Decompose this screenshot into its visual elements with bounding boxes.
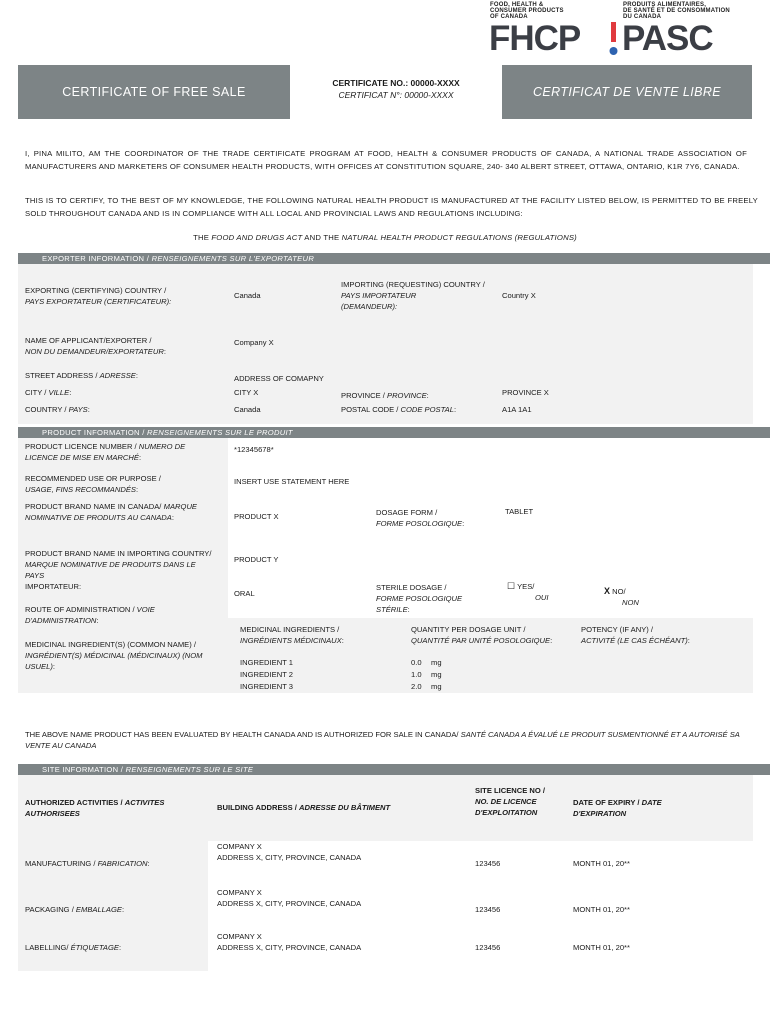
sterile-label-fr: FORME POSOLOGIQUE STÉRILE: [376, 594, 463, 614]
dosage-form-label-colon: :: [462, 519, 465, 528]
postal-value: A1A 1A1: [502, 405, 532, 414]
medicinal-ingredients-label-en: MEDICINAL INGREDIENT(S) (COMMON NAME) /: [25, 640, 197, 649]
sterile-yes-option[interactable]: [507, 581, 557, 603]
site-col-address: [217, 802, 447, 813]
activity-colon: :: [118, 943, 122, 952]
site-row-manufacturing-address: [217, 841, 367, 863]
province-label-fr: PROVINCE: [387, 391, 427, 400]
intro-paragraph-3: [0, 231, 770, 244]
country-value: Canada: [234, 405, 261, 414]
intro-paragraph-1: I, PINA MILITO, AM THE COORDINATOR OF THE TRADE CERTIFICATE PROGRAM AT FOOD, HEALTH & CONSUMER PRODUCTS OF CANADA, A NATIONAL TRADE ASSOCIATION OF MANUFACTURERS AND MARKETERS OF CONSUMER HEALTH PRODUCTS, WITH OFFICES AT CONSTITUTION SQUARE, 240- 340 ALBERT STREET, OTTAWA, ONTARIO, K1R 7Y6, CANADA.: [25, 149, 747, 171]
intro-paragraph-2: THIS IS TO CERTIFY, TO THE BEST OF MY KNOWLEDGE, THE FOLLOWING NATURAL HEALTH PRODUCT IS MANUFACTURED AT THE FACILITY LISTED BELOW, IS PERMITTED TO BE FREELY SOLD THROUGHOUT CANADA AND IS IN COMPLIANCE WITH ALL LOCAL AND PROVINCIAL LAWS AND REGULATIONS INCLUDING:: [25, 196, 758, 218]
street-value: ADDRESS OF COMAPNY: [234, 374, 324, 383]
street-label-fr: ADRESSE: [99, 371, 136, 380]
importing-country-label-fr-2: (DEMANDEUR):: [341, 302, 398, 311]
sterile-label-colon: :: [407, 605, 410, 614]
province-label: [341, 390, 429, 401]
col-quantity-en: QUANTITY PER DOSAGE UNIT /: [411, 625, 526, 634]
exporter-bar-english: EXPORTER INFORMATION /: [42, 254, 152, 263]
ingredient-qty: 0.0: [411, 658, 422, 667]
exporting-country-value: Canada: [234, 291, 261, 300]
org-name-english: FOOD, HEALTH & CONSUMER PRODUCTS OF CANADA: [490, 2, 564, 20]
address-line-1: COMPANY X: [217, 842, 262, 851]
city-label-en: CITY /: [25, 388, 49, 397]
brand-canada-value: PRODUCT X: [234, 512, 279, 521]
address-line-1: COMPANY X: [217, 888, 262, 897]
col-quantity-colon: :: [550, 636, 553, 645]
licence-label-colon: :: [138, 453, 142, 462]
route-label: [25, 604, 215, 626]
brand-importing-label-fr: MARQUE NOMINATIVE DE PRODUITS DANS LE PAYS: [25, 560, 196, 580]
site-col-activities: [25, 797, 205, 819]
route-value: ORAL: [234, 589, 255, 598]
postal-label-en: POSTAL CODE /: [341, 405, 401, 414]
col-header-potency: [581, 624, 741, 646]
use-label-en: RECOMMENDED USE OR PURPOSE /: [25, 474, 161, 483]
use-label-fr: USAGE, FINS RECOMMANDÉS: [25, 485, 136, 494]
ingredient-unit: mg: [431, 658, 442, 667]
certificate-number-french: CERTIFICAT N°: 00000-XXXX: [338, 90, 454, 100]
brand-importing-label-en-2: IMPORTATEUR:: [25, 582, 82, 591]
site-row-packaging-expiry: MONTH 01, 20**: [573, 905, 630, 914]
exporter-bar-french: RENSEIGNEMENTS SUR L'EXPORTATEUR: [151, 254, 315, 263]
evaluation-statement: [25, 729, 750, 751]
site-row-labelling-licence: 123456: [475, 943, 501, 952]
col-ingredients-colon: :: [341, 636, 344, 645]
col-quantity-fr: QUANTITÉ PAR UNITÉ POSOLOGIQUE: [411, 636, 551, 645]
ingredient-unit: mg: [431, 682, 442, 691]
site-col-expiry-en: DATE OF EXPIRY /: [573, 798, 642, 807]
dosage-form-label: [376, 507, 496, 529]
no-label-fr: NON: [622, 598, 639, 607]
importing-country-value: Country X: [502, 291, 536, 300]
certificate-number-english: CERTIFICATE NO.: 00000-XXXX: [332, 78, 460, 88]
p3-text-c: AND THE: [302, 233, 342, 242]
postal-label: [341, 404, 456, 415]
medicinal-ingredients-label-colon: :: [52, 662, 55, 671]
brand-canada-label-colon: :: [171, 513, 174, 522]
product-section-bar: [18, 427, 770, 438]
ingredient-row-2: [240, 669, 442, 680]
postal-label-colon: :: [453, 405, 457, 414]
ingredient-row-1: [240, 657, 442, 668]
exporter-section-bar: [18, 253, 770, 264]
address-line-2: ADDRESS X, CITY, PROVINCE, CANADA: [217, 853, 362, 862]
city-value: CITY X: [234, 388, 259, 397]
licence-value: *12345678*: [234, 445, 274, 454]
city-label-colon: :: [69, 388, 72, 397]
site-row-labelling-address: [217, 931, 367, 953]
title-english: CERTIFICATE OF FREE SALE: [18, 65, 290, 119]
route-label-fr: VOIE D'ADMINISTRATION: [25, 605, 155, 625]
site-row-packaging-address: [217, 887, 367, 909]
site-col-activities-en: AUTHORIZED ACTIVITIES /: [25, 798, 125, 807]
province-label-en: PROVINCE /: [341, 391, 387, 400]
province-value: PROVINCE X: [502, 388, 549, 397]
site-col-licence: [475, 785, 555, 818]
no-label-en: NO/: [612, 587, 626, 596]
ingredient-name: INGREDIENT 1: [240, 658, 294, 667]
province-label-colon: :: [426, 391, 429, 400]
site-row-packaging-licence: 123456: [475, 905, 501, 914]
site-row-manufacturing-licence: 123456: [475, 859, 501, 868]
exporting-country-label-fr: PAYS EXPORTATEUR (CERTIFICATEUR):: [25, 297, 172, 306]
use-label-colon: :: [135, 485, 139, 494]
street-label: [25, 370, 138, 381]
address-line-2: ADDRESS X, CITY, PROVINCE, CANADA: [217, 943, 362, 952]
ingredient-unit: mg: [431, 670, 442, 679]
applicant-label-colon: :: [163, 347, 166, 356]
city-label-fr: VILLE: [48, 388, 70, 397]
fhcp-wordmark: FHCP: [489, 19, 581, 58]
col-potency-colon: :: [687, 636, 690, 645]
site-col-licence-fr: NO. DE LICENCE D'EXPLOITATION: [475, 797, 538, 817]
brand-importing-value: PRODUCT Y: [234, 555, 279, 564]
product-bar-english: PRODUCT INFORMATION /: [42, 428, 148, 437]
yes-checkbox-icon[interactable]: ☐: [507, 581, 516, 591]
city-label: [25, 387, 71, 398]
product-bar-french: RENSEIGNEMENTS SUR LE PRODUIT: [147, 428, 293, 437]
country-label: [25, 404, 90, 415]
medicinal-ingredients-label-fr: INGRÉDIENT(S) MÉDICINAL (MÉDICINAUX) (NOM USUEL): [25, 651, 203, 671]
site-col-address-en: BUILDING ADDRESS /: [217, 803, 299, 812]
route-label-colon: :: [96, 616, 99, 625]
brand-canada-label: [25, 501, 197, 523]
applicant-label-fr: NON DU DEMANDEUR/EXPORTATEUR: [25, 347, 164, 356]
site-bar-french: RENSEIGNEMENTS SUR LE SITE: [125, 765, 254, 774]
street-label-en: STREET ADDRESS /: [25, 371, 100, 380]
brand-importing-label: [25, 548, 215, 592]
site-col-expiry-fr: DATE D'EXPIRATION: [573, 798, 662, 818]
licence-label-en: PRODUCT LICENCE NUMBER /: [25, 442, 139, 451]
site-row-labelling-expiry: MONTH 01, 20**: [573, 943, 630, 952]
importing-country-label: [341, 279, 493, 312]
ingredient-qty: 1.0: [411, 670, 422, 679]
site-row-labelling-activity: [25, 942, 121, 953]
activity-en: MANUFACTURING /: [25, 859, 98, 868]
route-label-en: ROUTE OF ADMINISTRATION /: [25, 605, 137, 614]
address-line-2: ADDRESS X, CITY, PROVINCE, CANADA: [217, 899, 362, 908]
medicinal-ingredients-label: [25, 639, 215, 672]
certificate-number: [290, 77, 502, 101]
no-check-mark-icon[interactable]: X: [604, 586, 611, 596]
ingredient-qty: 2.0: [411, 682, 422, 691]
fhcp-logo: [489, 21, 580, 57]
dosage-form-value: TABLET: [505, 507, 534, 516]
food-drugs-act: FOOD AND DRUGS ACT: [211, 233, 303, 242]
applicant-label: [25, 335, 225, 357]
site-col-licence-en: SITE LICENCE NO /: [475, 786, 546, 795]
site-col-activities-fr: ACTIVITES AUTHORISEES: [25, 798, 165, 818]
pasc-logo: [622, 21, 713, 57]
country-label-en: COUNTRY /: [25, 405, 69, 414]
activity-fr: ÉTIQUETAGE: [70, 943, 119, 952]
importing-country-label-fr: PAYS IMPORTATEUR: [341, 291, 417, 300]
col-potency-en: POTENCY (IF ANY) /: [581, 625, 654, 634]
sterile-no-option[interactable]: [604, 586, 654, 608]
licence-label: [25, 441, 215, 463]
country-label-fr: PAYS: [68, 405, 88, 414]
site-col-address-fr: ADRESSE DU BÂTIMENT: [299, 803, 391, 812]
street-label-colon: :: [135, 371, 138, 380]
col-ingredients-en: MEDICINAL INGREDIENTS /: [240, 625, 340, 634]
applicant-label-en: NAME OF APPLICANT/EXPORTER /: [25, 336, 152, 345]
brand-canada-label-en: PRODUCT BRAND NAME IN CANADA/: [25, 502, 164, 511]
title-french: CERTIFICAT DE VENTE LIBRE: [502, 65, 752, 119]
activity-en: PACKAGING /: [25, 905, 76, 914]
site-row-packaging-activity: [25, 904, 124, 915]
site-row-manufacturing-expiry: MONTH 01, 20**: [573, 859, 630, 868]
yes-label-fr: OUI: [535, 593, 549, 602]
activity-fr: FABRICATION: [97, 859, 148, 868]
col-potency-fr: ACTIVITÉ (LE CAS ÉCHÉANT): [581, 636, 688, 645]
ingredient-name: INGREDIENT 3: [240, 682, 294, 691]
evaluation-statement-fr: SANTÉ CANADA A ÉVALUÉ LE PRODUIT SUSMENTIONNÉ ET A AUTORISÉ SA VENTE AU CANADA: [25, 730, 740, 750]
nhp-regulations: NATURAL HEALTH PRODUCT REGULATIONS (REGULATIONS): [341, 233, 577, 242]
dosage-form-label-en: DOSAGE FORM /: [376, 508, 438, 517]
exporting-country-label: [25, 285, 215, 307]
licence-label-fr: NUMERO DE LICENCE DE MISE EN MARCHÉ: [25, 442, 186, 462]
brand-canada-label-fr: MARQUE NOMINATIVE DE PRODUITS AU CANADA: [25, 502, 197, 522]
postal-label-fr: CODE POSTAL: [400, 405, 454, 414]
ingredient-row-3: [240, 681, 442, 692]
address-line-1: COMPANY X: [217, 932, 262, 941]
site-row-manufacturing-activity: [25, 858, 150, 869]
site-section-bar: [18, 764, 770, 775]
sterile-label-en: STERILE DOSAGE /: [376, 583, 447, 592]
activity-colon: :: [147, 859, 150, 868]
dosage-form-label-fr: FORME POSOLOGIQUE: [376, 519, 463, 528]
country-label-colon: :: [87, 405, 90, 414]
site-bar-english: SITE INFORMATION /: [42, 765, 126, 774]
activity-colon: :: [121, 905, 125, 914]
importing-country-label-en: IMPORTING (REQUESTING) COUNTRY /: [341, 280, 485, 289]
applicant-value: Company X: [234, 338, 274, 347]
brand-importing-label-en: PRODUCT BRAND NAME IN IMPORTING COUNTRY/: [25, 549, 212, 558]
use-label: [25, 473, 215, 495]
col-header-ingredients: [240, 624, 380, 646]
col-header-quantity: [411, 624, 561, 646]
org-name-french: PRODUITS ALIMENTAIRES, DE SANTÉ ET DE CONSOMMATION DU CANADA: [623, 2, 730, 20]
evaluation-statement-en: THE ABOVE NAME PRODUCT HAS BEEN EVALUATED BY HEALTH CANADA AND IS AUTHORIZED FOR SALE IN CANADA/: [25, 730, 461, 739]
p3-text-a: THE: [193, 233, 212, 242]
use-value: INSERT USE STATEMENT HERE: [234, 477, 350, 486]
logo-separator-icon: [609, 22, 618, 56]
exporting-country-label-en: EXPORTING (CERTIFYING) COUNTRY /: [25, 286, 167, 295]
sterile-label: [376, 582, 496, 615]
activity-fr: EMBALLAGE: [75, 905, 122, 914]
activity-en: LABELLING/: [25, 943, 71, 952]
col-ingredients-fr: INGRÉDIENTS MÉDICINAUX: [240, 636, 342, 645]
ingredient-name: INGREDIENT 2: [240, 670, 294, 679]
pasc-wordmark: PASC: [622, 19, 713, 58]
yes-label-en: YES/: [517, 582, 535, 591]
site-col-expiry: [573, 797, 703, 819]
